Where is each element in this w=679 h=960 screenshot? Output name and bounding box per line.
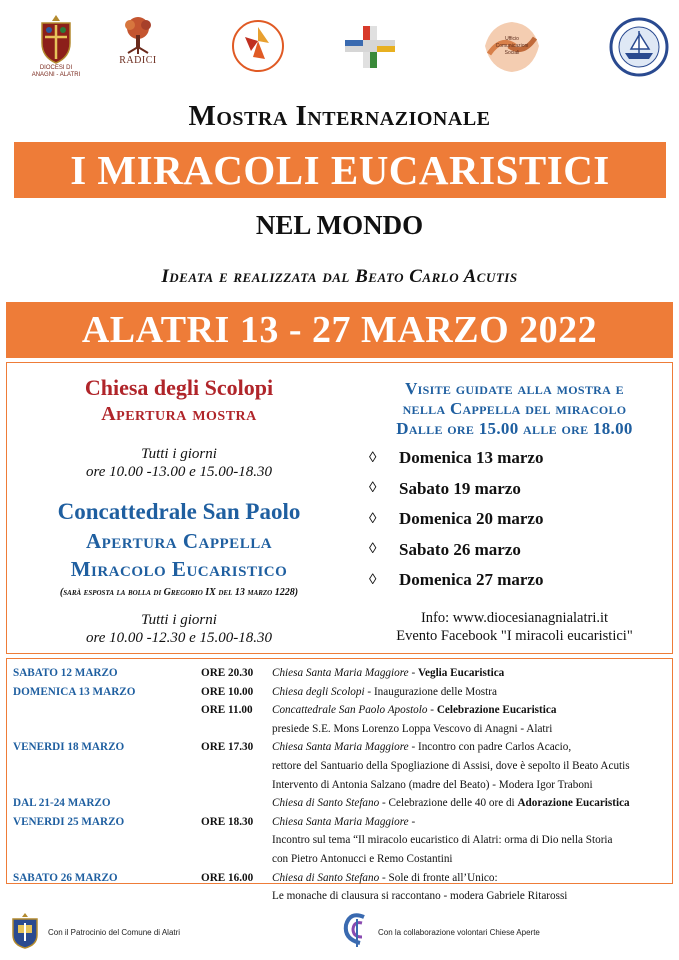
table-row xyxy=(7,686,672,705)
diamond-icon: ◊ xyxy=(369,571,377,588)
visite-line-2: nella Cappella del miracolo xyxy=(402,399,627,418)
row-separator: - xyxy=(379,797,389,810)
row-separator: - xyxy=(408,741,418,754)
row-day: VENERDI 25 MARZO xyxy=(13,815,125,828)
diamond-icon: ◊ xyxy=(369,449,377,466)
cross-logo xyxy=(334,22,406,72)
row-event: Incontro con padre Carlos Acacio, xyxy=(417,741,572,754)
scolopi-hours-1: Tutti i giorni xyxy=(141,446,217,462)
cross-icon xyxy=(335,24,405,70)
dates-banner xyxy=(6,302,673,358)
table-row xyxy=(7,816,672,835)
list-item xyxy=(369,443,669,474)
table-row xyxy=(7,704,672,723)
radici-caption: RADICI xyxy=(119,54,157,66)
guided-visit-dates xyxy=(369,443,669,596)
table-row xyxy=(7,872,672,891)
row-time: ORE 11.00 xyxy=(201,704,253,717)
sanpaolo-hours-2: ore 10.00 -12.30 e 15.00-18.30 xyxy=(85,630,273,646)
row-event: Sole di fronte all’Unico: xyxy=(388,871,498,884)
scolopi-title: Chiesa degli Scolopi xyxy=(84,375,274,400)
row-detail xyxy=(272,816,415,828)
row-detail xyxy=(272,779,593,791)
row-place: Chiesa di Santo Stefano xyxy=(272,871,380,884)
ideata-text: Ideata e realizzata dal Beato Carlo Acutis xyxy=(161,266,518,287)
diocese-logo xyxy=(28,8,84,84)
svg-text:Ufficio: Ufficio xyxy=(505,36,519,42)
row-separator: - xyxy=(408,815,416,828)
logo-row xyxy=(0,8,679,86)
row-day: VENERDI 18 MARZO xyxy=(13,741,125,754)
pastorale-giovanile-icon xyxy=(231,19,285,73)
sanpaolo-hours-1: Tutti i giorni xyxy=(141,612,217,628)
visit-date: Sabato 19 marzo xyxy=(399,478,521,498)
svg-text:Comunicazioni: Comunicazioni xyxy=(495,43,529,49)
table-row xyxy=(7,741,672,760)
row-event: presiede S.E. Mons Lorenzo Loppa Vescovo di Anagni - Alatri xyxy=(272,722,553,735)
row-day: SABATO 12 MARZO xyxy=(13,667,118,679)
dates-banner-text: ALATRI 13 - 27 MARZO 2022 xyxy=(81,309,598,351)
row-place: Chiesa Santa Maria Maggiore xyxy=(272,741,409,754)
row-place: Concattedrale San Paolo Apostolo xyxy=(272,704,428,717)
row-place: Chiesa Santa Maria Maggiore xyxy=(272,667,409,679)
diocese-crest-icon xyxy=(36,13,76,65)
sanpaolo-subtitle-1: Apertura Cappella xyxy=(85,529,273,553)
row-detail xyxy=(272,890,567,902)
list-item xyxy=(369,504,669,535)
row-detail xyxy=(272,760,630,772)
title-main: I MIRACOLI EUCARISTICI xyxy=(70,147,610,193)
row-time: ORE 17.30 xyxy=(201,741,254,754)
row-place: Chiesa di Santo Stefano xyxy=(272,797,380,810)
table-row xyxy=(7,760,672,779)
program-schedule xyxy=(6,658,673,903)
row-time: ORE 16.00 xyxy=(201,871,254,884)
table-row xyxy=(7,779,672,798)
table-row xyxy=(7,667,672,686)
ship-seal-logo xyxy=(608,16,670,78)
row-event: Intervento di Antonia Salzano (madre del Beato) - Modera Igor Traboni xyxy=(272,778,593,791)
row-day: DOMENICA 13 MARZO xyxy=(13,685,136,698)
row-event: con Pietro Antonucci e Remo Costantini xyxy=(272,852,453,865)
row-separator: - xyxy=(379,871,389,884)
visit-date: Domenica 13 marzo xyxy=(399,448,544,468)
table-row xyxy=(7,834,672,853)
comune-crest-icon xyxy=(10,911,40,949)
info-website[interactable]: Info: www.diocesianagnialatri.it xyxy=(420,610,609,626)
row-separator: - xyxy=(408,667,418,679)
comunicazioni-logo xyxy=(480,14,544,78)
list-item xyxy=(369,535,669,566)
row-detail xyxy=(272,797,630,809)
row-event: Le monache di clausura si raccontano - modera Gabriele Ritarossi xyxy=(272,890,568,903)
row-separator: - xyxy=(427,704,437,717)
scolopi-subtitle: Apertura mostra xyxy=(101,403,257,425)
list-item xyxy=(369,474,669,505)
row-detail xyxy=(272,834,613,846)
radici-logo xyxy=(110,8,166,72)
row-time: ORE 10.00 xyxy=(201,685,254,698)
diocese-caption: DIOCESI DI ANAGNI - ALATRI xyxy=(31,65,81,78)
row-detail xyxy=(272,686,497,698)
right-column xyxy=(357,363,672,653)
patrocinio-text: Con il Patrocinio del Comune di Alatri xyxy=(48,928,181,937)
row-time: ORE 18.30 xyxy=(201,815,254,828)
scolopi-hours-2: ore 10.00 -13.00 e 15.00-18.30 xyxy=(85,464,273,480)
table-row xyxy=(7,797,672,816)
row-detail xyxy=(272,723,552,735)
diamond-icon: ◊ xyxy=(369,510,377,527)
table-row xyxy=(7,723,672,742)
sanpaolo-title: Concattedrale San Paolo xyxy=(57,499,301,524)
svg-text:Sociali: Sociali xyxy=(504,50,520,56)
diamond-icon: ◊ xyxy=(369,480,377,497)
title-top: Mostra Internazionale xyxy=(188,100,491,132)
info-panel xyxy=(6,362,673,654)
title-main-band xyxy=(14,142,666,198)
visit-date: Domenica 20 marzo xyxy=(399,509,544,529)
row-event: Celebrazione Eucaristica xyxy=(436,704,557,717)
row-detail xyxy=(272,704,556,716)
row-event-bold: Adorazione Eucaristica xyxy=(517,797,630,810)
ship-icon xyxy=(609,17,669,77)
row-detail xyxy=(272,741,571,753)
row-day: DAL 21-24 MARZO xyxy=(13,797,111,810)
row-detail xyxy=(272,853,453,865)
row-detail xyxy=(272,872,498,884)
row-time: ORE 20.30 xyxy=(201,667,254,679)
row-event: Incontro sul tema “Il miracolo eucaristico di Alatri: orma di Dio nella Storia xyxy=(272,834,613,847)
row-detail xyxy=(272,667,504,679)
title-sub: NEL MONDO xyxy=(255,210,424,240)
footer xyxy=(0,905,679,955)
info-facebook: Evento Facebook "I miracoli eucaristici" xyxy=(396,628,633,644)
row-event: Inaugurazione delle Mostra xyxy=(373,685,497,698)
visit-date: Domenica 27 marzo xyxy=(399,570,544,590)
visite-line-1: Visite guidate alla mostra e xyxy=(405,379,624,398)
row-event: Veglia Eucaristica xyxy=(417,667,505,679)
visite-heading xyxy=(357,379,672,439)
row-event: Celebrazione delle 40 ore di xyxy=(388,797,518,810)
chiese-aperte-icon xyxy=(340,909,370,949)
diamond-icon: ◊ xyxy=(369,541,377,558)
sanpaolo-subtitle-2: Miracolo Eucaristico xyxy=(70,557,288,581)
visite-line-3: Dalle ore 15.00 alle ore 18.00 xyxy=(396,419,633,438)
pastorale-giovanile-logo xyxy=(230,18,286,74)
hands-icon xyxy=(481,16,543,76)
row-place: Chiesa Santa Maria Maggiore xyxy=(272,815,409,828)
row-separator: - xyxy=(364,685,374,698)
left-column xyxy=(7,363,351,653)
visit-date: Sabato 26 marzo xyxy=(399,539,521,559)
collaborazione-text: Con la collaborazione volontari Chiese Aperte xyxy=(378,928,540,937)
row-place: Chiesa degli Scolopi xyxy=(272,685,365,698)
info-block xyxy=(357,609,672,645)
row-event: rettore del Santuario della Spogliazione di Assisi, dove è sepolto il Beato Acutis xyxy=(272,759,630,772)
tree-icon xyxy=(116,15,160,55)
sanpaolo-note: (sarà esposta la bolla di Gregorio IX del 13 marzo 1228) xyxy=(59,587,299,598)
list-item xyxy=(369,565,669,596)
row-day: SABATO 26 MARZO xyxy=(13,871,118,884)
table-row xyxy=(7,853,672,872)
